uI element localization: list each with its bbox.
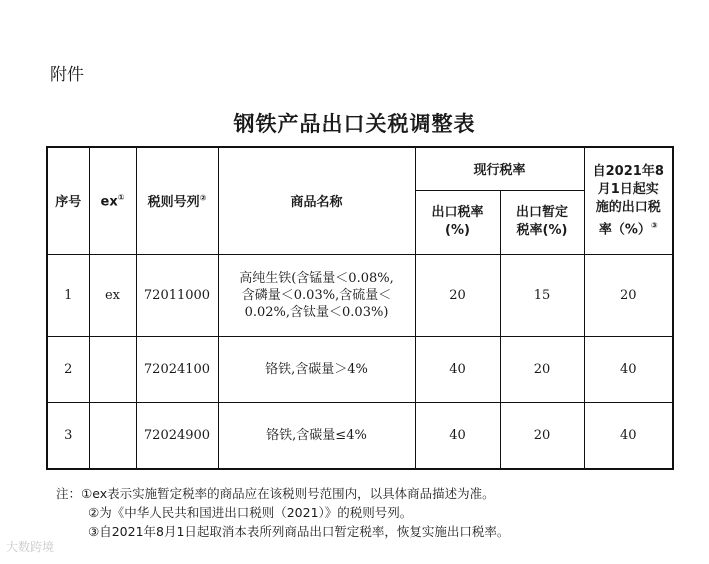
footnote-label: 注： [56, 486, 82, 501]
document-title: 钢铁产品出口关税调整表 [233, 111, 476, 136]
cell-temp-rate: 20 [500, 402, 584, 469]
cell-new-rate: 40 [584, 336, 673, 402]
table-row [47, 254, 673, 336]
cell-name: 铬铁,含碳量＞4% [218, 336, 415, 402]
cell-new-rate: 40 [584, 402, 673, 469]
header-ex: ex① [89, 147, 136, 254]
header-export-rate: 出口税率 (%) [415, 190, 500, 254]
cell-code: 72024900 [136, 402, 218, 469]
header-current-rate: 现行税率 [415, 147, 584, 190]
cell-export-rate: 20 [415, 254, 500, 336]
cell-ex: ex [89, 254, 136, 336]
header-product-name: 商品名称 [218, 147, 415, 254]
header-seq: 序号 [47, 147, 89, 254]
tariff-table [46, 146, 674, 470]
header-new-rate: 自2021年8 月1日起实 施的出口税 率（%）③ [584, 147, 673, 254]
footnote-2: ②为《中华人民共和国进出口税则（2021）》的税则号列。 [88, 505, 413, 520]
table-row [47, 336, 673, 402]
cell-seq: 2 [47, 336, 89, 402]
footnote-1: 注：①ex表示实施暂定税率的商品应在该税则号范围内，以具体商品描述为准。 [56, 486, 495, 501]
cell-export-rate: 40 [415, 402, 500, 469]
cell-name: 铬铁,含碳量≤4% [218, 402, 415, 469]
table-row [47, 402, 673, 469]
header-tariff-code: 税则号列② [136, 147, 218, 254]
cell-temp-rate: 20 [500, 336, 584, 402]
cell-code: 72011000 [136, 254, 218, 336]
attachment-label: 附件 [50, 65, 84, 85]
header-temp-rate: 出口暂定 税率(%) [500, 190, 584, 254]
watermark-logo: 大数跨境 [6, 540, 55, 554]
cell-export-rate: 40 [415, 336, 500, 402]
cell-ex [89, 402, 136, 469]
cell-ex [89, 336, 136, 402]
footnotes [56, 484, 509, 541]
cell-code: 72024100 [136, 336, 218, 402]
cell-seq: 3 [47, 402, 89, 469]
cell-seq: 1 [47, 254, 89, 336]
cell-temp-rate: 15 [500, 254, 584, 336]
cell-name: 高纯生铁(含锰量＜0.08%, 含磷量＜0.03%,含硫量＜ 0.02%,含钛量＜0.03%) [218, 254, 415, 336]
cell-new-rate: 20 [584, 254, 673, 336]
footnote-3: ③自2021年8月1日起取消本表所列商品出口暂定税率，恢复实施出口税率。 [88, 524, 510, 539]
